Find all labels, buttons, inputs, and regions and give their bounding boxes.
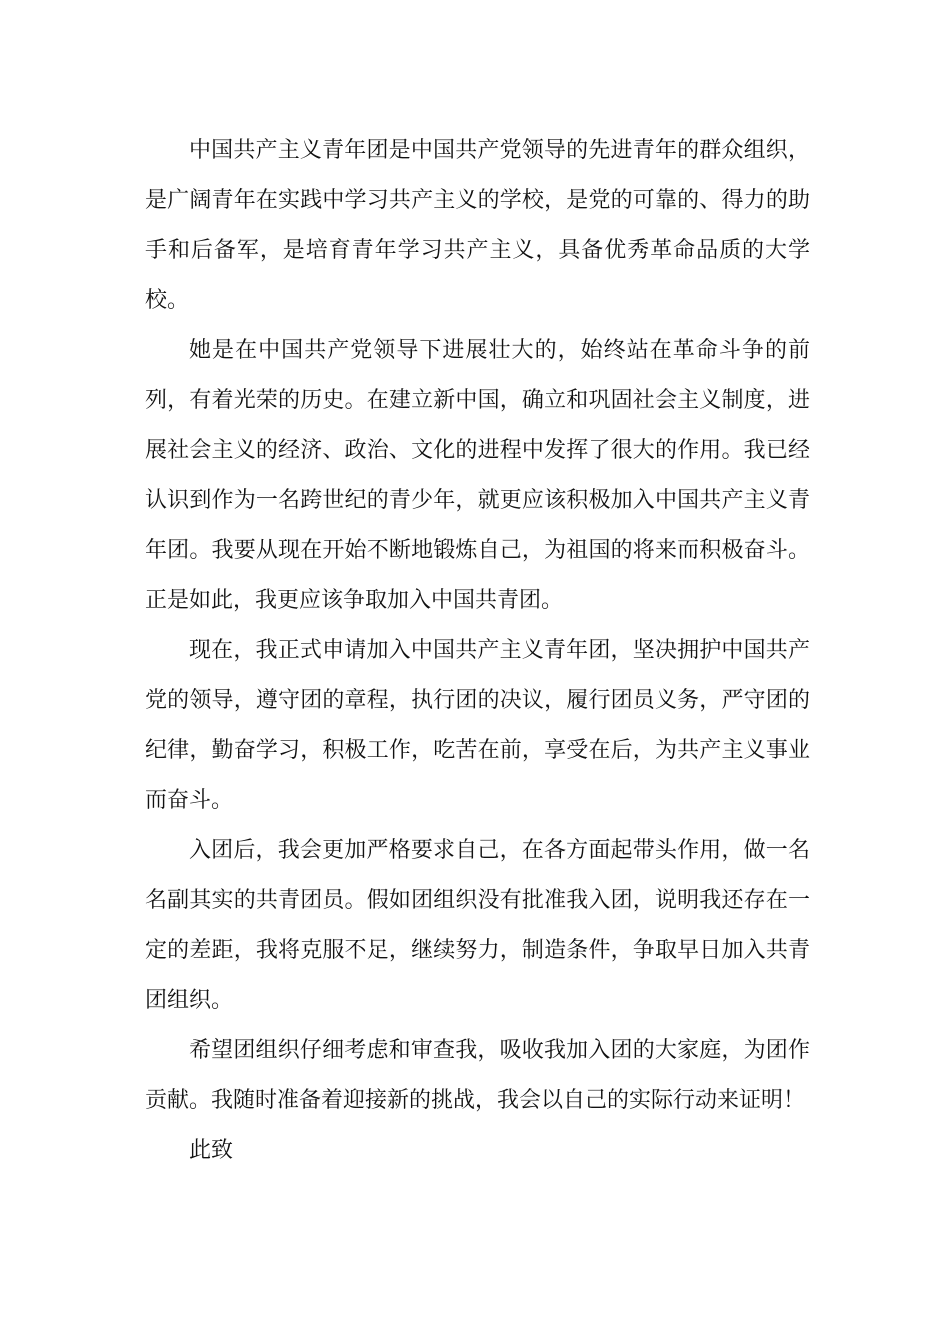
closing-salutation: 此致 bbox=[189, 1138, 234, 1163]
paragraph-5: 希望团组织仔细考虑和审查我，吸收我加入团的大家庭，为团作贡献。我随时准备着迎接新的挑战，我会以自己的实际行动来证明！ bbox=[145, 1038, 810, 1113]
paragraph-2: 她是在中国共产党领导下进展壮大的，始终站在革命斗争的前列，有着光荣的历史。在建立新中国，确立和巩固社会主义制度，进展社会主义的经济、政治、文化的进程中发挥了很大的作用。我已经认识到作为一名跨世纪的青少年，就更应该积极加入中国共产主义青年团。我要从现在开始不断地锻炼自己，为祖国的将来而积极奋斗。正是如此，我更应该争取加入中国共青团。 bbox=[145, 338, 810, 613]
letter-body bbox=[145, 126, 810, 1176]
paragraph-4: 入团后，我会更加严格要求自己，在各方面起带头作用，做一名名副其实的共青团员。假如团组织没有批准我入团，说明我还存在一定的差距，我将克服不足，继续努力，制造条件，争取早日加入共青团组织。 bbox=[145, 838, 810, 1013]
paragraph-3: 现在，我正式申请加入中国共产主义青年团，坚决拥护中国共产党的领导，遵守团的章程，执行团的决议，履行团员义务，严守团的纪律，勤奋学习，积极工作，吃苦在前，享受在后，为共产主义事业而奋斗。 bbox=[145, 638, 810, 813]
paragraph-1: 中国共产主义青年团是中国共产党领导的先进青年的群众组织，是广阔青年在实践中学习共产主义的学校，是党的可靠的、得力的助手和后备军，是培育青年学习共产主义，具备优秀革命品质的大学校。 bbox=[145, 138, 810, 313]
